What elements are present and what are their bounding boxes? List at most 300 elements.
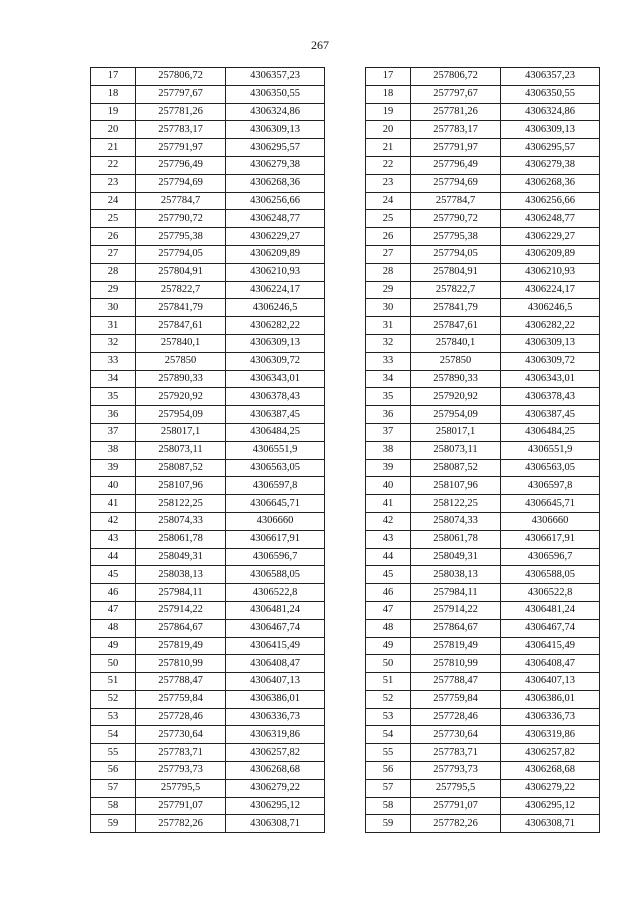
point-number-cell: 45 [366, 566, 411, 584]
point-number-cell: 58 [91, 797, 136, 815]
x-coordinate-cell: 257864,67 [411, 619, 501, 637]
table-row [91, 210, 325, 228]
x-coordinate-cell: 257841,79 [136, 299, 226, 317]
table-row [366, 619, 600, 637]
x-coordinate-cell: 257796,49 [411, 156, 501, 174]
table-row [91, 459, 325, 477]
y-coordinate-cell: 4306257,82 [226, 744, 325, 762]
table-row [366, 655, 600, 673]
table-row [91, 317, 325, 335]
table-row [91, 566, 325, 584]
table-row [91, 423, 325, 441]
y-coordinate-cell: 4306268,68 [501, 762, 600, 780]
point-number-cell: 18 [91, 85, 136, 103]
x-coordinate-cell: 257797,67 [136, 85, 226, 103]
point-number-cell: 35 [91, 388, 136, 406]
y-coordinate-cell: 4306597,8 [501, 477, 600, 495]
y-coordinate-cell: 4306407,13 [226, 673, 325, 691]
x-coordinate-cell: 258061,78 [136, 530, 226, 548]
point-number-cell: 57 [91, 779, 136, 797]
x-coordinate-cell: 258122,25 [136, 495, 226, 513]
point-number-cell: 46 [91, 584, 136, 602]
x-coordinate-cell: 258122,25 [411, 495, 501, 513]
x-coordinate-cell: 257791,07 [411, 797, 501, 815]
y-coordinate-cell: 4306268,36 [226, 174, 325, 192]
y-coordinate-cell: 4306279,38 [226, 156, 325, 174]
point-number-cell: 38 [91, 441, 136, 459]
point-number-cell: 43 [91, 530, 136, 548]
point-number-cell: 36 [91, 406, 136, 424]
y-coordinate-cell: 4306343,01 [226, 370, 325, 388]
y-coordinate-cell: 4306343,01 [501, 370, 600, 388]
y-coordinate-cell: 4306210,93 [501, 263, 600, 281]
x-coordinate-cell: 258038,13 [136, 566, 226, 584]
y-coordinate-cell: 4306596,7 [501, 548, 600, 566]
table-row [366, 459, 600, 477]
point-number-cell: 32 [91, 334, 136, 352]
table-row [366, 601, 600, 619]
point-number-cell: 44 [91, 548, 136, 566]
point-number-cell: 27 [91, 245, 136, 263]
y-coordinate-cell: 4306645,71 [226, 495, 325, 513]
point-number-cell: 30 [91, 299, 136, 317]
point-number-cell: 19 [366, 103, 411, 121]
x-coordinate-cell: 257850 [136, 352, 226, 370]
y-coordinate-cell: 4306387,45 [501, 406, 600, 424]
x-coordinate-cell: 258087,52 [411, 459, 501, 477]
y-coordinate-cell: 4306279,38 [501, 156, 600, 174]
point-number-cell: 17 [91, 68, 136, 86]
table-row [91, 441, 325, 459]
y-coordinate-cell: 4306295,12 [226, 797, 325, 815]
x-coordinate-cell: 257782,26 [136, 815, 226, 833]
x-coordinate-cell: 257847,61 [136, 317, 226, 335]
y-coordinate-cell: 4306378,43 [226, 388, 325, 406]
x-coordinate-cell: 258073,11 [411, 441, 501, 459]
x-coordinate-cell: 257819,49 [136, 637, 226, 655]
table-row [91, 726, 325, 744]
point-number-cell: 50 [366, 655, 411, 673]
table-row [366, 299, 600, 317]
table-row [366, 85, 600, 103]
x-coordinate-cell: 257790,72 [411, 210, 501, 228]
y-coordinate-cell: 4306357,23 [501, 68, 600, 86]
point-number-cell: 21 [91, 139, 136, 157]
x-coordinate-cell: 257920,92 [136, 388, 226, 406]
table-row [366, 584, 600, 602]
point-number-cell: 56 [366, 762, 411, 780]
table-row [91, 619, 325, 637]
table-row [366, 245, 600, 263]
y-coordinate-cell: 4306256,66 [501, 192, 600, 210]
y-coordinate-cell: 4306246,5 [226, 299, 325, 317]
y-coordinate-cell: 4306324,86 [226, 103, 325, 121]
y-coordinate-cell: 4306408,47 [226, 655, 325, 673]
y-coordinate-cell: 4306596,7 [226, 548, 325, 566]
y-coordinate-cell: 4306295,57 [226, 139, 325, 157]
x-coordinate-cell: 257920,92 [411, 388, 501, 406]
y-coordinate-cell: 4306229,27 [501, 228, 600, 246]
x-coordinate-cell: 257822,7 [136, 281, 226, 299]
x-coordinate-cell: 258049,31 [411, 548, 501, 566]
y-coordinate-cell: 4306248,77 [501, 210, 600, 228]
table-row [366, 762, 600, 780]
y-coordinate-cell: 4306246,5 [501, 299, 600, 317]
x-coordinate-cell: 257797,67 [411, 85, 501, 103]
x-coordinate-cell: 257794,69 [136, 174, 226, 192]
table-row [366, 281, 600, 299]
x-coordinate-cell: 257890,33 [411, 370, 501, 388]
y-coordinate-cell: 4306256,66 [226, 192, 325, 210]
table-row [91, 139, 325, 157]
table-row [366, 139, 600, 157]
table-row [366, 441, 600, 459]
y-coordinate-cell: 4306229,27 [226, 228, 325, 246]
x-coordinate-cell: 257795,5 [136, 779, 226, 797]
table-row [366, 423, 600, 441]
x-coordinate-cell: 257806,72 [136, 68, 226, 86]
x-coordinate-cell: 257819,49 [411, 637, 501, 655]
point-number-cell: 22 [91, 156, 136, 174]
y-coordinate-cell: 4306551,9 [226, 441, 325, 459]
x-coordinate-cell: 257984,11 [411, 584, 501, 602]
x-coordinate-cell: 257788,47 [136, 673, 226, 691]
y-coordinate-cell: 4306551,9 [501, 441, 600, 459]
x-coordinate-cell: 257804,91 [136, 263, 226, 281]
x-coordinate-cell: 257822,7 [411, 281, 501, 299]
y-coordinate-cell: 4306408,47 [501, 655, 600, 673]
table-row [91, 637, 325, 655]
y-coordinate-cell: 4306467,74 [226, 619, 325, 637]
point-number-cell: 42 [366, 512, 411, 530]
table-row [91, 477, 325, 495]
point-number-cell: 53 [91, 708, 136, 726]
point-number-cell: 29 [91, 281, 136, 299]
y-coordinate-cell: 4306645,71 [501, 495, 600, 513]
y-coordinate-cell: 4306588,05 [226, 566, 325, 584]
point-number-cell: 35 [366, 388, 411, 406]
table-row [91, 690, 325, 708]
table-row [91, 530, 325, 548]
point-number-cell: 52 [366, 690, 411, 708]
point-number-cell: 47 [91, 601, 136, 619]
x-coordinate-cell: 257784,7 [136, 192, 226, 210]
x-coordinate-cell: 257890,33 [136, 370, 226, 388]
point-number-cell: 48 [91, 619, 136, 637]
x-coordinate-cell: 257783,17 [136, 121, 226, 139]
x-coordinate-cell: 257810,99 [411, 655, 501, 673]
x-coordinate-cell: 257730,64 [136, 726, 226, 744]
table-row [91, 406, 325, 424]
table-row [366, 192, 600, 210]
table-row [366, 566, 600, 584]
y-coordinate-cell: 4306319,86 [501, 726, 600, 744]
point-number-cell: 51 [91, 673, 136, 691]
table-row [366, 406, 600, 424]
x-coordinate-cell: 257784,7 [411, 192, 501, 210]
x-coordinate-cell: 257790,72 [136, 210, 226, 228]
x-coordinate-cell: 257914,22 [136, 601, 226, 619]
x-coordinate-cell: 257847,61 [411, 317, 501, 335]
table-row [366, 121, 600, 139]
point-number-cell: 52 [91, 690, 136, 708]
x-coordinate-cell: 257806,72 [411, 68, 501, 86]
point-number-cell: 54 [91, 726, 136, 744]
point-number-cell: 17 [366, 68, 411, 86]
table-row [366, 815, 600, 833]
y-coordinate-cell: 4306407,13 [501, 673, 600, 691]
x-coordinate-cell: 257783,71 [136, 744, 226, 762]
y-coordinate-cell: 4306522,8 [226, 584, 325, 602]
y-coordinate-cell: 4306268,36 [501, 174, 600, 192]
table-row [91, 334, 325, 352]
x-coordinate-cell: 257984,11 [136, 584, 226, 602]
x-coordinate-cell: 257840,1 [411, 334, 501, 352]
point-number-cell: 26 [366, 228, 411, 246]
x-coordinate-cell: 257794,05 [136, 245, 226, 263]
point-number-cell: 29 [366, 281, 411, 299]
table-row [366, 637, 600, 655]
y-coordinate-cell: 4306378,43 [501, 388, 600, 406]
point-number-cell: 28 [366, 263, 411, 281]
point-number-cell: 24 [91, 192, 136, 210]
y-coordinate-cell: 4306617,91 [501, 530, 600, 548]
table-row [366, 103, 600, 121]
point-number-cell: 48 [366, 619, 411, 637]
point-number-cell: 23 [91, 174, 136, 192]
table-row [91, 352, 325, 370]
table-row [91, 744, 325, 762]
y-coordinate-cell: 4306336,73 [226, 708, 325, 726]
table-row [91, 548, 325, 566]
y-coordinate-cell: 4306248,77 [226, 210, 325, 228]
point-number-cell: 20 [366, 121, 411, 139]
y-coordinate-cell: 4306357,23 [226, 68, 325, 86]
y-coordinate-cell: 4306282,22 [501, 317, 600, 335]
y-coordinate-cell: 4306350,55 [226, 85, 325, 103]
table-row [366, 797, 600, 815]
table-row [91, 673, 325, 691]
table-row [91, 103, 325, 121]
point-number-cell: 26 [91, 228, 136, 246]
table-row [366, 708, 600, 726]
x-coordinate-cell: 258074,33 [411, 512, 501, 530]
x-coordinate-cell: 257810,99 [136, 655, 226, 673]
y-coordinate-cell: 4306481,24 [501, 601, 600, 619]
y-coordinate-cell: 4306563,05 [501, 459, 600, 477]
y-coordinate-cell: 4306282,22 [226, 317, 325, 335]
x-coordinate-cell: 258017,1 [136, 423, 226, 441]
table-row [91, 192, 325, 210]
point-number-cell: 28 [91, 263, 136, 281]
x-coordinate-cell: 258073,11 [136, 441, 226, 459]
x-coordinate-cell: 258061,78 [411, 530, 501, 548]
table-row [91, 121, 325, 139]
x-coordinate-cell: 257782,26 [411, 815, 501, 833]
table-row [366, 370, 600, 388]
table-row [91, 815, 325, 833]
point-number-cell: 55 [91, 744, 136, 762]
y-coordinate-cell: 4306309,13 [226, 334, 325, 352]
table-row [91, 584, 325, 602]
point-number-cell: 57 [366, 779, 411, 797]
table-row [91, 495, 325, 513]
point-number-cell: 51 [366, 673, 411, 691]
table-row [91, 245, 325, 263]
point-number-cell: 18 [366, 85, 411, 103]
coordinates-table-right [365, 67, 600, 833]
x-coordinate-cell: 257728,46 [136, 708, 226, 726]
point-number-cell: 40 [366, 477, 411, 495]
y-coordinate-cell: 4306210,93 [226, 263, 325, 281]
point-number-cell: 43 [366, 530, 411, 548]
table-row [91, 797, 325, 815]
y-coordinate-cell: 4306257,82 [501, 744, 600, 762]
y-coordinate-cell: 4306415,49 [501, 637, 600, 655]
y-coordinate-cell: 4306309,13 [501, 334, 600, 352]
coordinates-table-left [90, 67, 325, 833]
table-row [366, 263, 600, 281]
point-number-cell: 55 [366, 744, 411, 762]
x-coordinate-cell: 258107,96 [136, 477, 226, 495]
y-coordinate-cell: 4306279,22 [501, 779, 600, 797]
y-coordinate-cell: 4306386,01 [501, 690, 600, 708]
point-number-cell: 23 [366, 174, 411, 192]
point-number-cell: 53 [366, 708, 411, 726]
y-coordinate-cell: 4306309,72 [226, 352, 325, 370]
y-coordinate-cell: 4306309,13 [226, 121, 325, 139]
table-row [91, 762, 325, 780]
point-number-cell: 37 [91, 423, 136, 441]
point-number-cell: 42 [91, 512, 136, 530]
table-row [366, 673, 600, 691]
y-coordinate-cell: 4306279,22 [226, 779, 325, 797]
point-number-cell: 39 [366, 459, 411, 477]
table-row [366, 779, 600, 797]
x-coordinate-cell: 257783,17 [411, 121, 501, 139]
point-number-cell: 37 [366, 423, 411, 441]
table-row [91, 85, 325, 103]
table-row [366, 477, 600, 495]
y-coordinate-cell: 4306295,57 [501, 139, 600, 157]
x-coordinate-cell: 257759,84 [136, 690, 226, 708]
point-number-cell: 36 [366, 406, 411, 424]
x-coordinate-cell: 257793,73 [411, 762, 501, 780]
x-coordinate-cell: 257728,46 [411, 708, 501, 726]
x-coordinate-cell: 257791,07 [136, 797, 226, 815]
table-row [91, 601, 325, 619]
y-coordinate-cell: 4306324,86 [501, 103, 600, 121]
y-coordinate-cell: 4306467,74 [501, 619, 600, 637]
point-number-cell: 24 [366, 192, 411, 210]
y-coordinate-cell: 4306484,25 [226, 423, 325, 441]
table-row [366, 317, 600, 335]
table-row [91, 228, 325, 246]
point-number-cell: 25 [366, 210, 411, 228]
point-number-cell: 31 [91, 317, 136, 335]
point-number-cell: 34 [366, 370, 411, 388]
x-coordinate-cell: 258107,96 [411, 477, 501, 495]
point-number-cell: 22 [366, 156, 411, 174]
y-coordinate-cell: 4306308,71 [226, 815, 325, 833]
table-row [366, 388, 600, 406]
x-coordinate-cell: 257783,71 [411, 744, 501, 762]
table-row [366, 548, 600, 566]
point-number-cell: 54 [366, 726, 411, 744]
x-coordinate-cell: 257954,09 [136, 406, 226, 424]
point-number-cell: 49 [91, 637, 136, 655]
y-coordinate-cell: 4306386,01 [226, 690, 325, 708]
x-coordinate-cell: 258038,13 [411, 566, 501, 584]
y-coordinate-cell: 4306588,05 [501, 566, 600, 584]
y-coordinate-cell: 4306268,68 [226, 762, 325, 780]
y-coordinate-cell: 4306319,86 [226, 726, 325, 744]
table-row [366, 334, 600, 352]
point-number-cell: 44 [366, 548, 411, 566]
point-number-cell: 19 [91, 103, 136, 121]
point-number-cell: 50 [91, 655, 136, 673]
point-number-cell: 39 [91, 459, 136, 477]
y-coordinate-cell: 4306563,05 [226, 459, 325, 477]
x-coordinate-cell: 257840,1 [136, 334, 226, 352]
point-number-cell: 59 [91, 815, 136, 833]
point-number-cell: 30 [366, 299, 411, 317]
x-coordinate-cell: 257795,38 [411, 228, 501, 246]
y-coordinate-cell: 4306415,49 [226, 637, 325, 655]
y-coordinate-cell: 4306295,12 [501, 797, 600, 815]
table-row [91, 708, 325, 726]
x-coordinate-cell: 257794,69 [411, 174, 501, 192]
y-coordinate-cell: 4306308,71 [501, 815, 600, 833]
y-coordinate-cell: 4306224,17 [226, 281, 325, 299]
x-coordinate-cell: 257796,49 [136, 156, 226, 174]
table-row [366, 530, 600, 548]
y-coordinate-cell: 4306350,55 [501, 85, 600, 103]
x-coordinate-cell: 257759,84 [411, 690, 501, 708]
table-row [366, 744, 600, 762]
point-number-cell: 41 [91, 495, 136, 513]
y-coordinate-cell: 4306484,25 [501, 423, 600, 441]
x-coordinate-cell: 257804,91 [411, 263, 501, 281]
point-number-cell: 47 [366, 601, 411, 619]
table-row [366, 68, 600, 86]
point-number-cell: 20 [91, 121, 136, 139]
table-row [366, 210, 600, 228]
x-coordinate-cell: 258074,33 [136, 512, 226, 530]
x-coordinate-cell: 257781,26 [136, 103, 226, 121]
table-row [91, 779, 325, 797]
page-number: 267 [311, 38, 329, 52]
table-row [366, 690, 600, 708]
x-coordinate-cell: 257788,47 [411, 673, 501, 691]
x-coordinate-cell: 257793,73 [136, 762, 226, 780]
point-number-cell: 38 [366, 441, 411, 459]
y-coordinate-cell: 4306522,8 [501, 584, 600, 602]
point-number-cell: 33 [366, 352, 411, 370]
table-row [91, 388, 325, 406]
table-row [91, 281, 325, 299]
table-row [91, 512, 325, 530]
table-row [91, 370, 325, 388]
x-coordinate-cell: 258017,1 [411, 423, 501, 441]
point-number-cell: 41 [366, 495, 411, 513]
y-coordinate-cell: 4306309,72 [501, 352, 600, 370]
x-coordinate-cell: 258087,52 [136, 459, 226, 477]
point-number-cell: 21 [366, 139, 411, 157]
table-row [366, 726, 600, 744]
table-row [91, 299, 325, 317]
x-coordinate-cell: 257791,97 [136, 139, 226, 157]
